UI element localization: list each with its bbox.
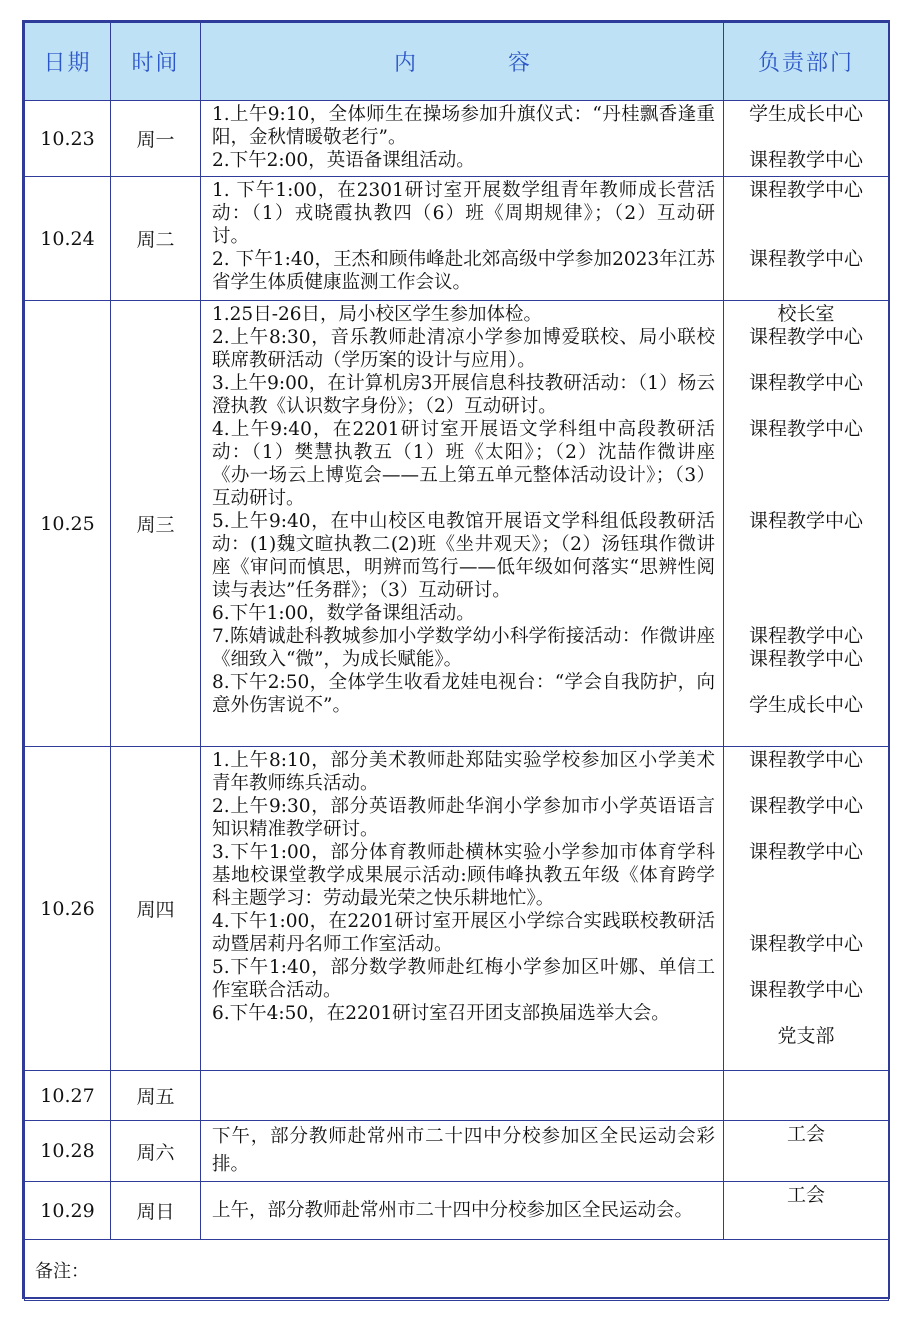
content-line: 2.上午8:30，音乐教师赴清凉小学参加博爱联校、局小联校联席教研活动（学历案的设计与应用）。 (212, 327, 715, 371)
dept-label (724, 441, 888, 464)
table-header-row (25, 23, 889, 101)
row-content (201, 1121, 724, 1182)
content-line: 3.上午9:00，在计算机房3开展信息科技教研活动：（1）杨云澄执教《认识数字身份》；（2）互动研讨。 (212, 373, 715, 417)
row-content (201, 101, 724, 177)
dept-label (724, 487, 888, 510)
content-line: 2.下午2:00，英语备课组活动。 (212, 150, 475, 171)
row-date: 10.29 (25, 1182, 111, 1240)
dept-label: 课程教学中心 (748, 248, 863, 270)
table-row (25, 101, 889, 177)
row-dept (724, 1121, 889, 1182)
table-row (25, 1121, 889, 1182)
content-line: 2. 下午1:40，王杰和顾伟峰赴北郊高级中学参加2023年江苏省学生体质健康监测工作会议。 (212, 249, 715, 293)
row-content (201, 1182, 724, 1240)
row-dept (724, 1071, 889, 1121)
content-line: 8.下午2:50，全体学生收看龙娃电视台：“学会自我防护，向意外伤害说不”。 (212, 672, 715, 716)
dept-label: 校长室 (777, 303, 835, 325)
header-content (201, 23, 724, 101)
schedule-frame (22, 20, 890, 1299)
content-line: 6.下午4:50，在2201研讨室召开团支部换届选举大会。 (212, 1003, 670, 1024)
dept-label (724, 225, 888, 248)
dept-label (724, 887, 888, 910)
content-line: 1. 下午1:00，在2301研讨室开展数学组青年教师成长营活动：（1）戎晓霞执教四（6）班《周期规律》；（2）互动研讨。 (212, 180, 715, 247)
dept-label: 学生成长中心 (748, 103, 863, 125)
row-content (201, 747, 724, 1071)
row-date: 10.28 (25, 1121, 111, 1182)
row-day: 周三 (111, 301, 201, 747)
dept-label: 党支部 (777, 1025, 835, 1047)
dept-label: 工会 (786, 1184, 825, 1206)
row-day: 周一 (111, 101, 201, 177)
dept-label: 课程教学中心 (748, 795, 863, 817)
dept-label (724, 864, 888, 887)
dept-label (724, 1002, 888, 1025)
content-line: 4.上午9:40，在2201研讨室开展语文学科组中高段教研活动：（1）樊慧执教五（1）班《太阳》；（2）沈喆作微讲座《办一场云上博览会——五上第五单元整体活动设计》；（3）互动研讨。 (212, 419, 715, 509)
row-dept (724, 747, 889, 1071)
dept-label (724, 126, 888, 149)
content-line: 4.下午1:00，在2201研讨室开展区小学综合实践联校教研活动暨居莉丹名师工作室活动。 (212, 911, 715, 955)
dept-label (724, 956, 888, 979)
row-day: 周日 (111, 1182, 201, 1240)
row-day: 周二 (111, 177, 201, 301)
row-day: 周五 (111, 1071, 201, 1121)
row-dept (724, 177, 889, 301)
content-line: 5.下午1:40，部分数学教师赴红梅小学参加区叶娜、单信工作室联合活动。 (212, 957, 715, 1001)
notes-row (25, 1240, 889, 1301)
row-content (201, 301, 724, 747)
row-dept (724, 1182, 889, 1240)
content-line: 1.上午8:10，部分美术教师赴郑陆实验学校参加区小学美术青年教师练兵活动。 (212, 750, 715, 794)
content-line: 6.下午1:00，数学备课组活动。 (212, 603, 475, 624)
dept-label (724, 910, 888, 933)
table-row (25, 747, 889, 1071)
content-line: 下午，部分教师赴常州市二十四中分校参加区全民运动会彩排。 (212, 1126, 715, 1175)
row-day: 周四 (111, 747, 201, 1071)
row-dept (724, 101, 889, 177)
dept-label: 课程教学中心 (748, 933, 863, 955)
row-day: 周六 (111, 1121, 201, 1182)
table-row (25, 301, 889, 747)
dept-label (724, 349, 888, 372)
dept-label: 课程教学中心 (748, 179, 863, 201)
dept-label: 课程教学中心 (748, 749, 863, 771)
content-line: 3.下午1:00，部分体育教师赴横林实验小学参加市体育学科基地校课堂教学成果展示活动:顾伟峰执教五年级《体育跨学科主题学习：劳动最光荣之快乐耕地忙》。 (212, 842, 715, 909)
content-line: 上午，部分教师赴常州市二十四中分校参加区全民运动会。 (212, 1199, 694, 1221)
header-content-a: 内 (393, 51, 416, 76)
row-date: 10.26 (25, 747, 111, 1071)
row-dept (724, 301, 889, 747)
content-line: 7.陈婧诚赴科教城参加小学数学幼小科学衔接活动：作微讲座《细致入“微”，为成长赋能》。 (212, 626, 715, 670)
dept-label: 课程教学中心 (748, 625, 863, 647)
row-date: 10.24 (25, 177, 111, 301)
dept-label: 课程教学中心 (748, 372, 863, 394)
dept-label: 学生成长中心 (748, 694, 863, 716)
content-line: 5.上午9:40，在中山校区电教馆开展语文学科组低段教研活动：(1)魏文暄执教二(2)班《坐井观天》；（2）汤钰琪作微讲座《审问而慎思，明辨而笃行——低年级如何落实“思辨性阅读与表达”任务群》；（3）互动研讨。 (212, 511, 715, 601)
dept-label (724, 395, 888, 418)
dept-label (724, 602, 888, 625)
header-dept: 负责部门 (724, 23, 889, 101)
row-date: 10.27 (25, 1071, 111, 1121)
content-line: 2.上午9:30，部分英语教师赴华润小学参加市小学英语语言知识精准教学研讨。 (212, 796, 715, 840)
dept-label: 课程教学中心 (748, 979, 863, 1001)
dept-label: 工会 (786, 1123, 825, 1145)
notes-label: 备注： (25, 1240, 889, 1301)
dept-label: 课程教学中心 (748, 149, 863, 171)
row-content (201, 177, 724, 301)
header-date: 日期 (25, 23, 111, 101)
dept-label: 课程教学中心 (748, 841, 863, 863)
dept-label (724, 772, 888, 795)
table-row (25, 1071, 889, 1121)
dept-label: 课程教学中心 (748, 510, 863, 532)
header-content-b: 容 (508, 51, 531, 76)
dept-label: 课程教学中心 (748, 326, 863, 348)
header-time: 时间 (111, 23, 201, 101)
dept-label (724, 202, 888, 225)
content-line: 1.25日-26日，局小校区学生参加体检。 (212, 304, 542, 325)
dept-label: 课程教学中心 (748, 418, 863, 440)
dept-label (724, 533, 888, 556)
dept-label (724, 556, 888, 579)
dept-label (724, 671, 888, 694)
dept-label (724, 579, 888, 602)
row-content (201, 1071, 724, 1121)
dept-label (724, 464, 888, 487)
content-line: 1.上午9:10，全体师生在操场参加升旗仪式：“丹桂飘香逢重阳，金秋情暖敬老行”。 (212, 104, 715, 148)
dept-label: 课程教学中心 (748, 648, 863, 670)
weekly-schedule-table (24, 22, 889, 1301)
table-row (25, 1182, 889, 1240)
row-date: 10.25 (25, 301, 111, 747)
dept-label (724, 818, 888, 841)
row-date: 10.23 (25, 101, 111, 177)
table-row (25, 177, 889, 301)
